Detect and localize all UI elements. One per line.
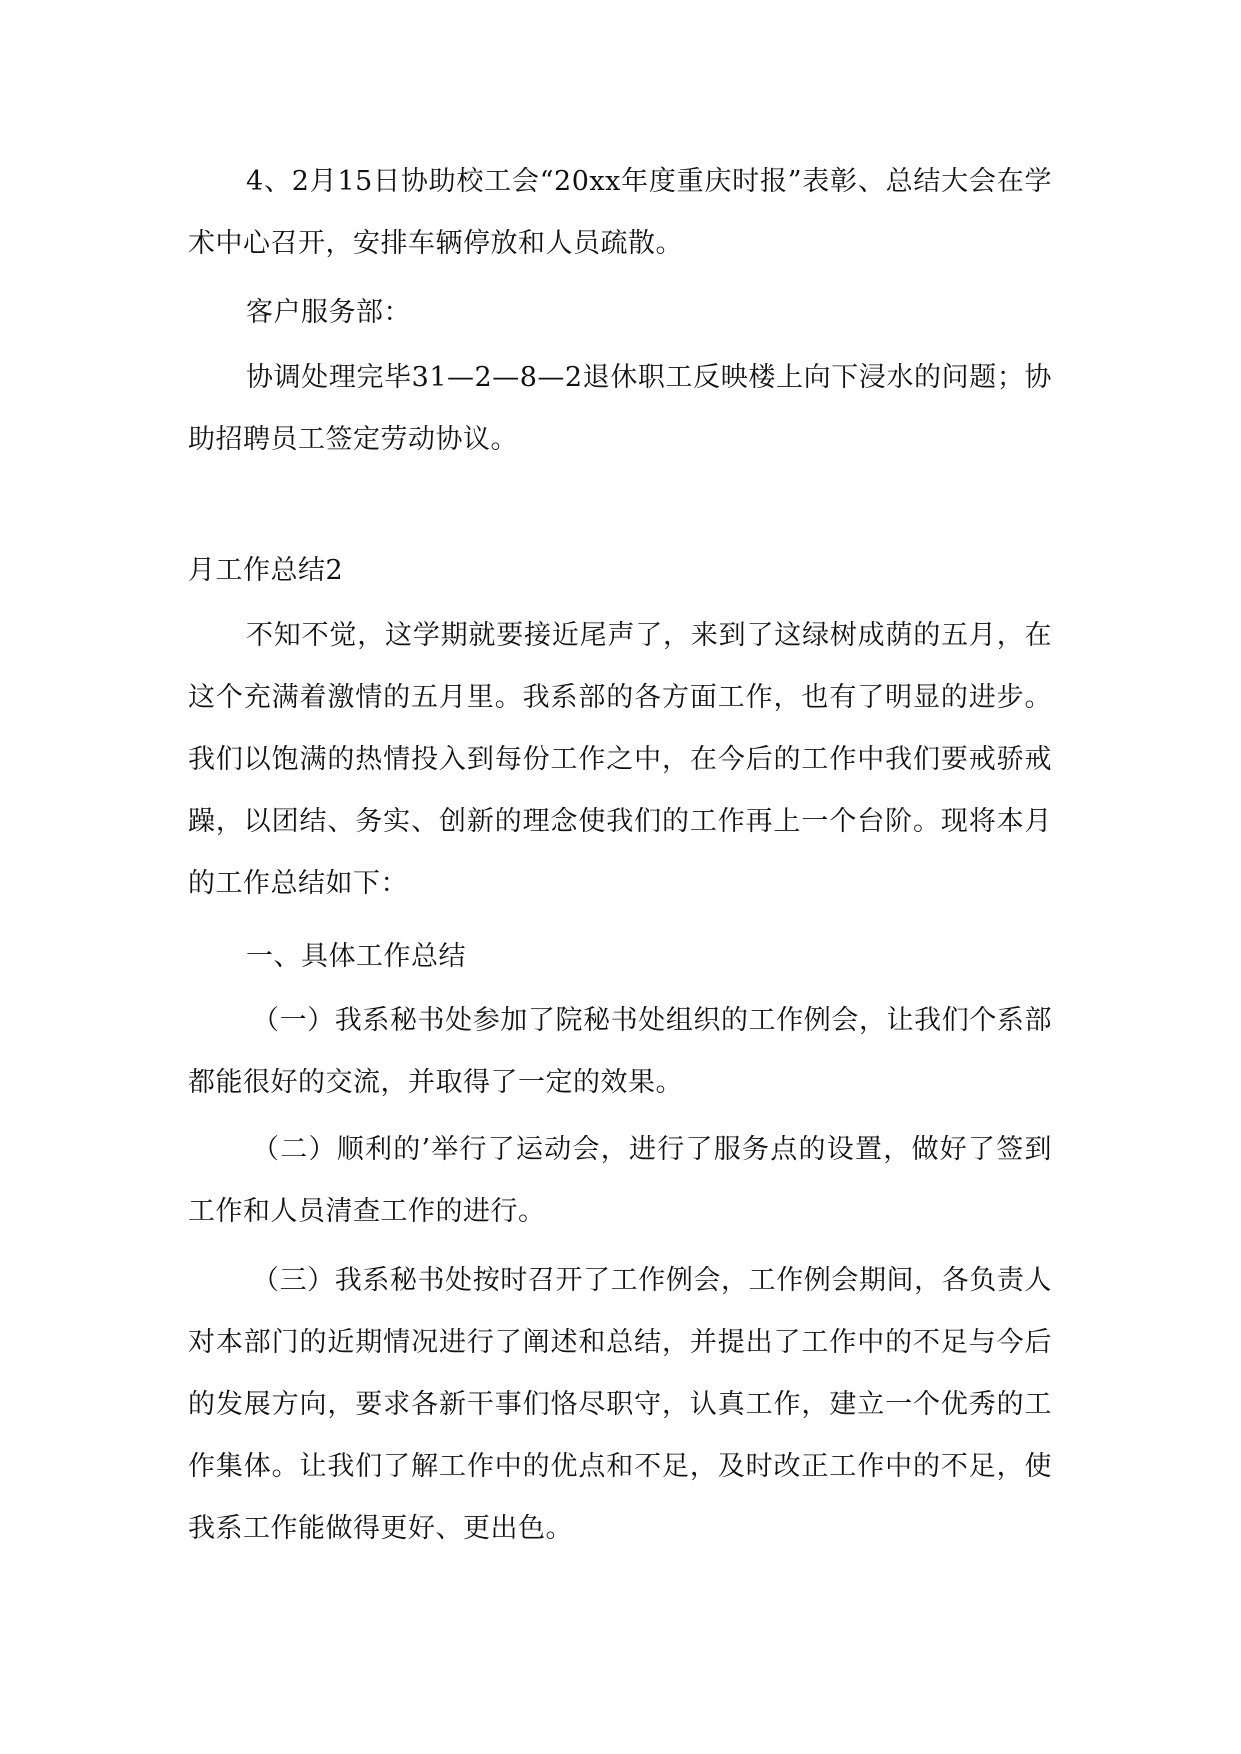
paragraph-item-3: （三）我系秘书处按时召开了工作例会，工作例会期间，各负责人对本部门的近期情况进行了阐述和总结，并提出了工作中的不足与今后的发展方向，要求各新干事们恪尽职守，认真工作，建立一个优秀的工作集体。让我们了解工作中的优点和不足，及时改正工作中的不足，使我系工作能做得更好、更出色。 — [188, 1265, 1052, 1544]
section-heading-work-summary: 一、具体工作总结 — [246, 941, 466, 972]
paragraph-meeting-assist: 4、2月15日协助校工会“20xx年度重庆时报”表彰、总结大会在学术中心召开，安排车辆停放和人员疏散。 — [188, 166, 1052, 259]
paragraph-introduction: 不知不觉，这学期就要接近尾声了，来到了这绿树成荫的五月，在这个充满着激情的五月里。我系部的各方面工作，也有了明显的进步。我们以饱满的热情投入到每份工作之中，在今后的工作中我们要戒骄戒躁，以团结、务实、创新的理念使我们的工作再上一个台阶。现将本月的工作总结如下： — [188, 620, 1052, 899]
document-heading: 月工作总结2 — [188, 555, 344, 586]
paragraph-customer-service: 协调处理完毕31—2—8—2退休职工反映楼上向下浸水的问题；协助招聘员工签定劳动协议。 — [188, 362, 1052, 455]
section-label-customer-service: 客户服务部： — [246, 297, 411, 328]
paragraph-item-2: （二）顺利的’举行了运动会，进行了服务点的设置，做好了签到工作和人员清查工作的进行。 — [188, 1134, 1052, 1227]
paragraph-item-1: （一）我系秘书处参加了院秘书处组织的工作例会，让我们个系部都能很好的交流，并取得了一定的效果。 — [188, 1005, 1052, 1098]
